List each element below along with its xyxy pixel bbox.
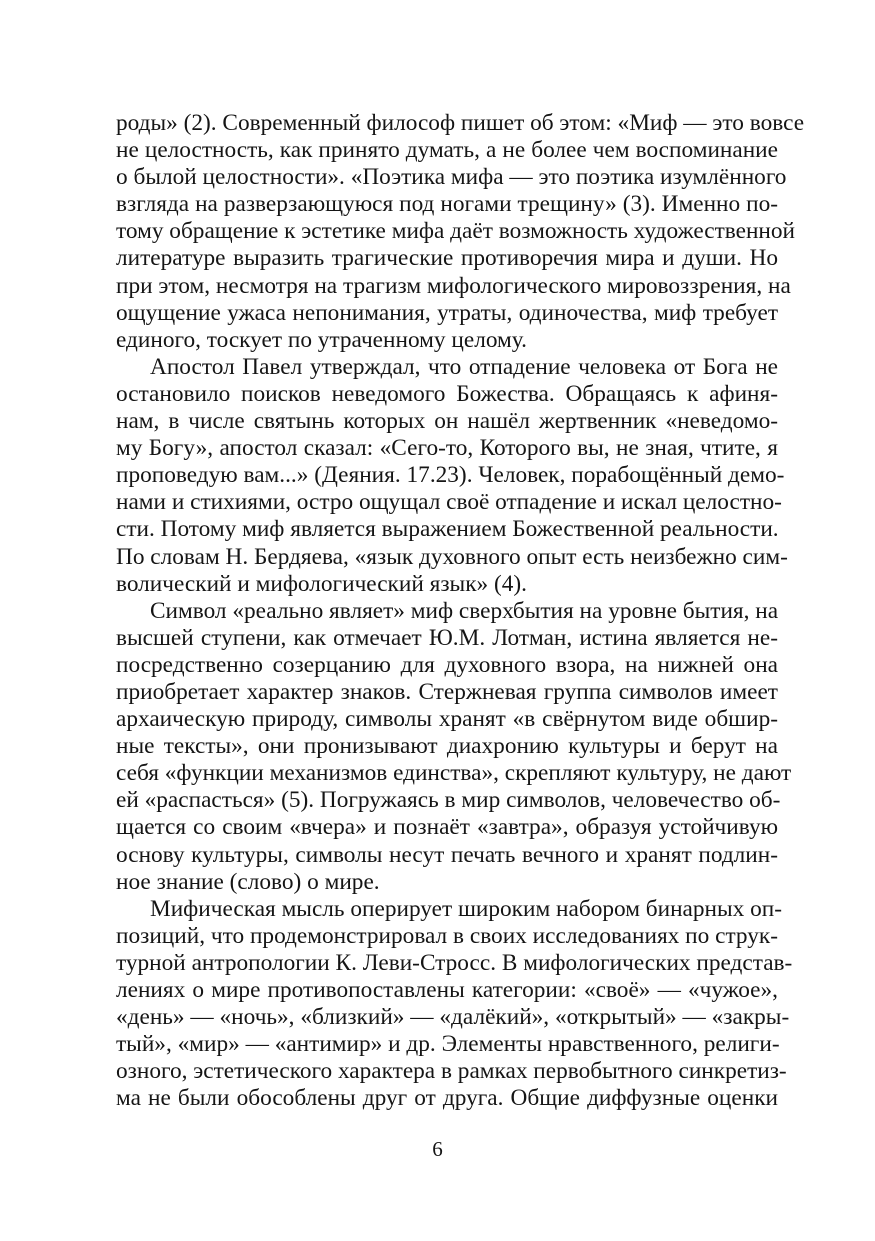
text-line: основу культуры, символы несут печать вечного и хранят подлин- [116, 841, 778, 868]
text-line: Символ «реально являет» миф сверхбытия на уровне бытия, на [150, 597, 779, 624]
paragraph-3 [116, 597, 792, 896]
text-line: «день» — «ночь», «близкий» — «далёкий», «открытый» — «закры- [116, 1004, 790, 1031]
text-line: архаическую природу, символы хранят «в свёрнутом виде обшир- [116, 706, 778, 733]
text-line: проповедую вам...» (Деяния. 17.23). Человек, порабощённый демо- [116, 462, 785, 489]
text-line: высшей ступени, как отмечает Ю.М. Лотман, истина является не- [116, 624, 778, 651]
text-line: роды» (2). Современный философ пишет об этом: «Миф — это вовсе [116, 110, 805, 136]
paragraph-1 [116, 110, 805, 354]
text-line: щается со своим «вчера» и познаёт «завтра», образуя устойчивую [116, 814, 778, 841]
text-line: посредственно созерцанию для духовного взора, на нижней она [116, 651, 778, 678]
text-line: остановило поисков неведомого Божества. Обращаясь к афиня- [116, 380, 778, 407]
text-line: ные тексты», они пронизывают диахронию культуры и берут на [116, 733, 778, 760]
paragraph-2 [116, 353, 788, 598]
text-line: ей «распасться» (5). Погружаясь в мир символов, человечество об- [116, 787, 781, 814]
text-line: нам, в числе святынь которых он нашёл жертвенник «неведомо- [116, 408, 778, 435]
text-line: единого, тоскует по утраченному целому. [116, 326, 527, 353]
text-line: Апостол Павел утверждал, что отпадение человека от Бога не [150, 353, 778, 380]
text-line: тому обращение к эстетике мифа даёт возможность художественной [116, 218, 796, 245]
text-line: взгляда на разверзающуюся под ногами трещину» (3). Именно по- [116, 191, 778, 218]
text-line: не целостность, как принято думать, а не более чем воспоминание [116, 137, 778, 164]
body-text [116, 110, 805, 1112]
text-line: му Богу», апостол сказал: «Сего-то, Которого вы, не зная, чтите, я [116, 435, 778, 462]
text-line: волический и мифологический язык» (4). [116, 570, 527, 597]
text-line: турной антропологии К. Леви-Стросс. В мифологических представ- [116, 949, 793, 976]
text-line: позиций, что продемонстрировал в своих исследованиях по струк- [116, 922, 778, 949]
text-line: ощущение ужаса непонимания, утраты, одиночества, миф требует [116, 299, 778, 326]
text-line: тый», «мир» — «антимир» и др. Элементы нравственного, религи- [116, 1031, 780, 1058]
text-line: литературе выразить трагические противоречия мира и души. Но [116, 245, 778, 272]
text-line: о былой целостности». «Поэтика мифа — это поэтика изумлённого [116, 164, 787, 191]
text-line: лениях о мире противопоставлены категории: «своё» — «чужое», [116, 977, 778, 1003]
text-line: сти. Потому миф является выражением Божественной реальности. [116, 516, 779, 543]
text-line: ма не были обособлены друг от друга. Общие диффузные оценки [116, 1085, 778, 1112]
text-line: Мифическая мысль оперирует широким набором бинарных оп- [150, 895, 783, 922]
page-number: 6 [432, 1137, 443, 1161]
text-line: ное знание (слово) о мире. [116, 868, 380, 895]
text-line: озного, эстетического характера в рамках первобытного синкретиз- [116, 1058, 787, 1085]
text-line: приобретает характер знаков. Стержневая группа символов имеет [116, 678, 778, 705]
text-line: при этом, несмотря на трагизм мифологического мировоззрения, на [116, 272, 791, 299]
text-line: нами и стихиями, остро ощущал своё отпадение и искал целостно- [116, 489, 782, 516]
text-line: себя «функции механизмов единства», скрепляют культуру, не дают [116, 760, 792, 787]
paragraph-4 [116, 895, 793, 1113]
text-line: По словам Н. Бердяева, «язык духовного опыт есть неизбежно сим- [116, 543, 788, 570]
